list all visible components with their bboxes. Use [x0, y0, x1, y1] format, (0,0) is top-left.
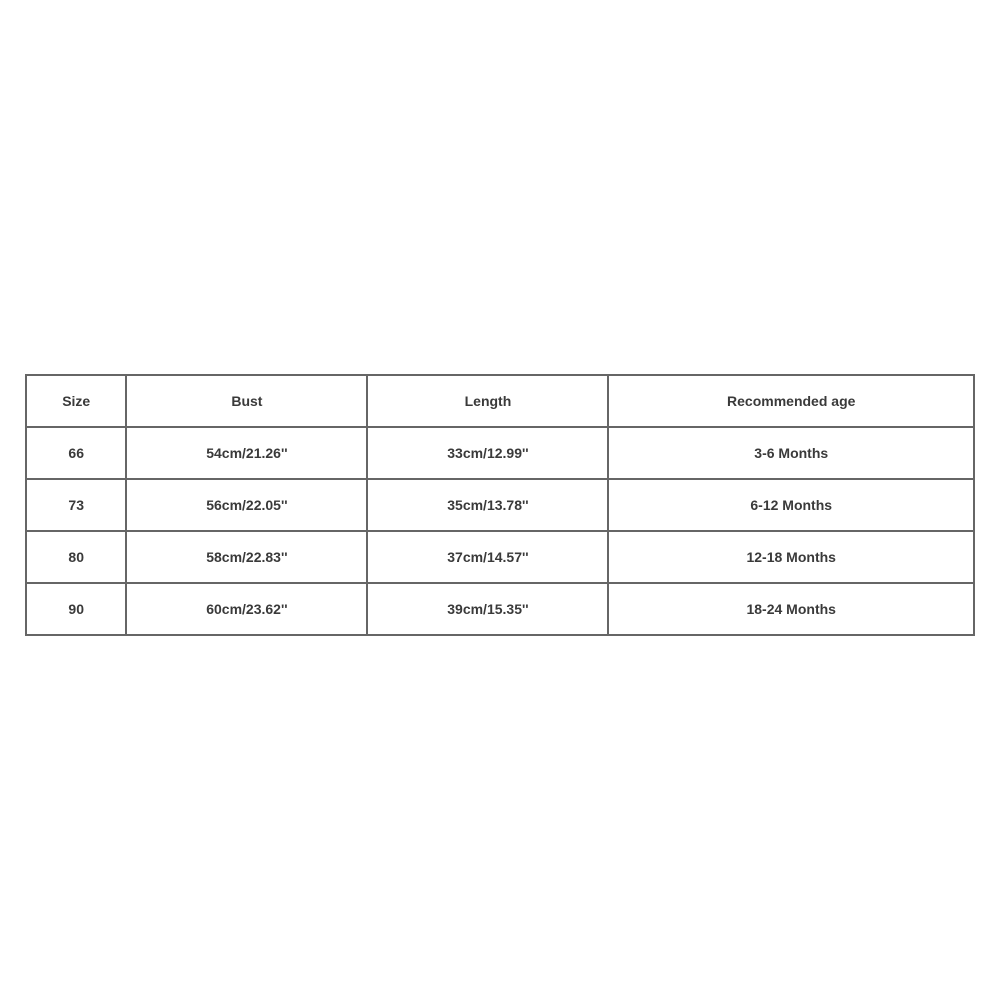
bust-cell: 58cm/22.83'' — [126, 531, 367, 583]
bust-cell: 60cm/23.62'' — [126, 583, 367, 635]
length-cell: 33cm/12.99'' — [367, 427, 608, 479]
size-chart-table — [25, 374, 975, 636]
size-cell: 73 — [26, 479, 126, 531]
length-cell: 37cm/14.57'' — [367, 531, 608, 583]
header-length: Length — [367, 375, 608, 427]
bust-cell: 54cm/21.26'' — [126, 427, 367, 479]
size-cell: 90 — [26, 583, 126, 635]
table-row — [26, 531, 974, 583]
length-cell: 35cm/13.78'' — [367, 479, 608, 531]
header-recommended-age: Recommended age — [608, 375, 974, 427]
header-bust: Bust — [126, 375, 367, 427]
size-cell: 66 — [26, 427, 126, 479]
table-row — [26, 479, 974, 531]
table-row — [26, 427, 974, 479]
age-cell: 18-24 Months — [608, 583, 974, 635]
bust-cell: 56cm/22.05'' — [126, 479, 367, 531]
length-cell: 39cm/15.35'' — [367, 583, 608, 635]
header-size: Size — [26, 375, 126, 427]
age-cell: 12-18 Months — [608, 531, 974, 583]
age-cell: 3-6 Months — [608, 427, 974, 479]
table-row — [26, 583, 974, 635]
age-cell: 6-12 Months — [608, 479, 974, 531]
header-row — [26, 375, 974, 427]
size-cell: 80 — [26, 531, 126, 583]
